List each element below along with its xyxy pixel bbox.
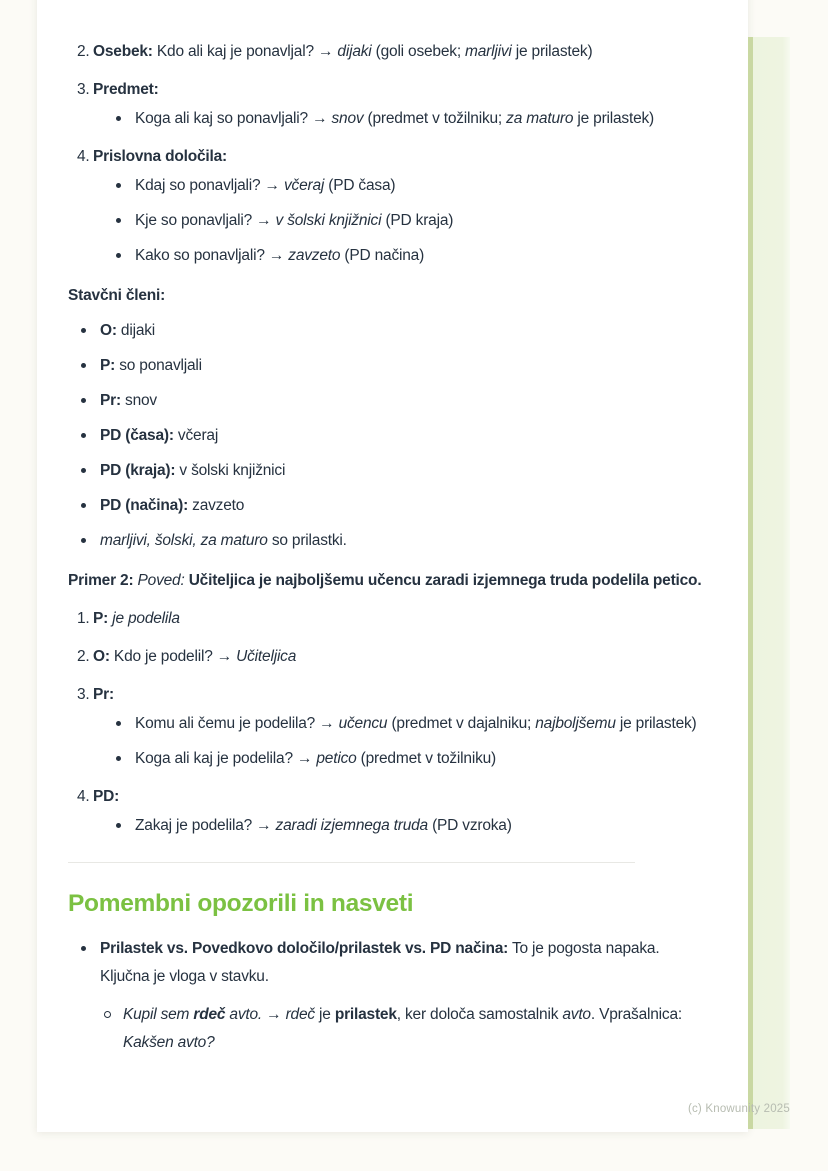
text-run: PD (časa): [100, 427, 174, 444]
text-content [135, 212, 453, 229]
text-run: O: [93, 648, 110, 665]
bullet-dot-icon [81, 433, 86, 438]
bullet-list-item [68, 317, 704, 345]
text-content [100, 392, 157, 409]
text-content [93, 610, 180, 627]
text-content [100, 532, 347, 549]
text-content [68, 287, 165, 304]
text-content [93, 788, 119, 805]
text-run: so ponavljali [115, 357, 202, 374]
bullet-dot-icon [81, 538, 86, 543]
text-content [123, 1006, 682, 1051]
text-content [135, 247, 424, 264]
numbered-list-item [68, 783, 704, 811]
text-content [93, 686, 114, 703]
sub-bullet-list-item [68, 105, 704, 133]
text-run: O: [100, 322, 117, 339]
text-run: rdeč [193, 1006, 226, 1023]
bullet-dot-icon [116, 721, 121, 726]
text-content [100, 940, 659, 985]
text-run: je [314, 1006, 335, 1023]
text-run: Kje so ponavljali? → [135, 212, 276, 229]
text-run: dijaki [337, 43, 372, 60]
text-run: Primer 2: [68, 572, 134, 589]
bullet-dot-icon [116, 823, 121, 828]
text-run: (PD načina) [340, 247, 425, 264]
text-run: je prilastek) [573, 110, 655, 127]
document-page [37, 0, 748, 1132]
text-content [135, 177, 395, 194]
bullet-dot-icon [116, 183, 121, 188]
bullet-list-item [68, 527, 704, 555]
text-run: snov [120, 392, 157, 409]
paragraph [68, 282, 704, 310]
text-run: zavzeto [288, 247, 341, 264]
bullet-dot-icon [81, 503, 86, 508]
text-run: P: [100, 357, 116, 374]
text-run: Osebek: [93, 43, 153, 60]
text-run: je podelila [112, 610, 180, 627]
sub-bullet-list-item [68, 207, 704, 235]
text-run: Prislovna določila: [93, 148, 228, 165]
text-run: Koga ali kaj je podelila? → [135, 750, 317, 767]
sub-bullet-list-item [68, 172, 704, 200]
text-run: marljivi [465, 43, 512, 60]
text-content [135, 750, 496, 767]
numbered-list-item [68, 38, 704, 66]
text-run: Prilastek vs. Povedkovo določilo/prilastek vs. PD načina: [100, 940, 509, 957]
text-content [100, 357, 202, 374]
bullet-list-item [68, 352, 704, 380]
circle-bullet-list-item [68, 1001, 704, 1057]
bullet-dot-icon [81, 363, 86, 368]
text-run: najboljšemu [535, 715, 616, 732]
text-run: PD (kraja): [100, 462, 176, 479]
text-run: To je pogosta napaka. Ključna je vloga v stavku. [100, 940, 660, 985]
text-content [135, 715, 697, 732]
text-run: PD: [93, 788, 120, 805]
text-run: v šolski knjižnici [275, 212, 382, 229]
numbered-list-item [68, 605, 704, 633]
bullet-dot-icon [116, 218, 121, 223]
text-run: snov [331, 110, 364, 127]
text-content [93, 81, 159, 98]
text-content [135, 817, 512, 834]
text-run: (predmet v dajalniku; [387, 715, 536, 732]
bullet-dot-icon [81, 328, 86, 333]
text-run: Kakšen avto? [123, 1034, 215, 1051]
text-content [135, 110, 654, 127]
text-run: PD (načina): [100, 497, 189, 514]
text-run: (PD časa) [324, 177, 396, 194]
circle-bullet-icon [104, 1011, 111, 1018]
list-marker: 4. [77, 788, 90, 805]
document-content [68, 38, 704, 1057]
text-run: prilastek [334, 1006, 397, 1023]
text-run: Kdo ali kaj je ponavljal? → [152, 43, 338, 60]
text-run: zavzeto [188, 497, 245, 514]
numbered-list-item [68, 143, 704, 171]
text-run: → [262, 1006, 286, 1023]
text-content [100, 462, 285, 479]
text-run: avto. [225, 1006, 263, 1023]
text-run: (PD kraja) [381, 212, 454, 229]
text-content [93, 648, 296, 665]
bullet-dot-icon [81, 468, 86, 473]
paragraph [68, 567, 704, 595]
text-run: v šolski knjižnici [175, 462, 286, 479]
list-marker: 3. [77, 81, 90, 98]
text-run: avto [562, 1006, 591, 1023]
text-run: včeraj [173, 427, 219, 444]
text-run: Predmet: [93, 81, 159, 98]
list-marker: 2. [77, 648, 90, 665]
bullet-dot-icon [116, 116, 121, 121]
list-marker: 1. [77, 610, 90, 627]
text-run: Kdaj so ponavljali? → [135, 177, 284, 194]
text-run: (goli osebek; [371, 43, 466, 60]
text-run: zaradi izjemnega truda [275, 817, 428, 834]
bullet-dot-icon [81, 398, 86, 403]
text-run: . Vprašalnica: [590, 1006, 682, 1023]
list-marker: 2. [77, 43, 90, 60]
numbered-list-item [68, 643, 704, 671]
text-run: Koga ali kaj so ponavljali? → [135, 110, 332, 127]
sub-bullet-list-item [68, 242, 704, 270]
bullet-dot-icon [116, 756, 121, 761]
next-page-edge [748, 37, 790, 1129]
sub-bullet-list-item [68, 812, 704, 840]
text-run: (PD vzroka) [427, 817, 512, 834]
list-marker: 3. [77, 686, 90, 703]
text-run: učencu [338, 715, 388, 732]
text-run: Stavčni členi: [68, 287, 166, 304]
copyright-watermark: (c) Knowunity 2025 [687, 1103, 790, 1115]
text-run: Poved: [137, 572, 185, 589]
text-run: Učiteljica [236, 648, 297, 665]
text-run: Učiteljica je najboljšemu učencu zaradi izjemnega truda podelila petico. [188, 572, 702, 589]
text-content [100, 427, 218, 444]
bullet-list-item [68, 935, 704, 991]
bullet-dot-icon [81, 946, 86, 951]
section-heading [68, 887, 704, 921]
sub-bullet-list-item [68, 745, 704, 773]
text-run: je prilastek) [615, 715, 697, 732]
numbered-list-item [68, 76, 704, 104]
text-run: P: [93, 610, 109, 627]
sub-bullet-list-item [68, 710, 704, 738]
text-run: Kupil sem [123, 1006, 194, 1023]
text-content [68, 572, 701, 589]
text-run: Kdo je podelil? → [109, 648, 237, 665]
text-run: Kako so ponavljali? → [135, 247, 289, 264]
text-run: so prilastki. [267, 532, 347, 549]
numbered-list-item [68, 681, 704, 709]
text-run: Zakaj je podelila? → [135, 817, 276, 834]
text-content [93, 148, 227, 165]
text-run: Pomembni opozorili in nasveti [68, 890, 414, 917]
bullet-list-item [68, 387, 704, 415]
text-run: marljivi, šolski, za maturo [100, 532, 268, 549]
list-marker: 4. [77, 148, 90, 165]
bullet-list-item [68, 422, 704, 450]
content-divider [68, 862, 635, 863]
text-run: dijaki [116, 322, 156, 339]
bullet-list-item [68, 457, 704, 485]
text-content [93, 43, 592, 60]
bullet-dot-icon [116, 253, 121, 258]
text-content [100, 497, 244, 514]
text-run: Pr: [100, 392, 121, 409]
bullet-list-item [68, 492, 704, 520]
text-run: Pr: [93, 686, 114, 703]
text-run: , ker določa samostalnik [396, 1006, 563, 1023]
text-run: včeraj [283, 177, 325, 194]
text-run: za maturo [506, 110, 574, 127]
text-run: petico [316, 750, 357, 767]
text-run: (predmet v tožilniku; [363, 110, 507, 127]
text-run: rdeč [285, 1006, 315, 1023]
text-run: (predmet v tožilniku) [356, 750, 497, 767]
text-run: je prilastek) [511, 43, 593, 60]
text-content [100, 322, 155, 339]
text-run: Komu ali čemu je podelila? → [135, 715, 339, 732]
